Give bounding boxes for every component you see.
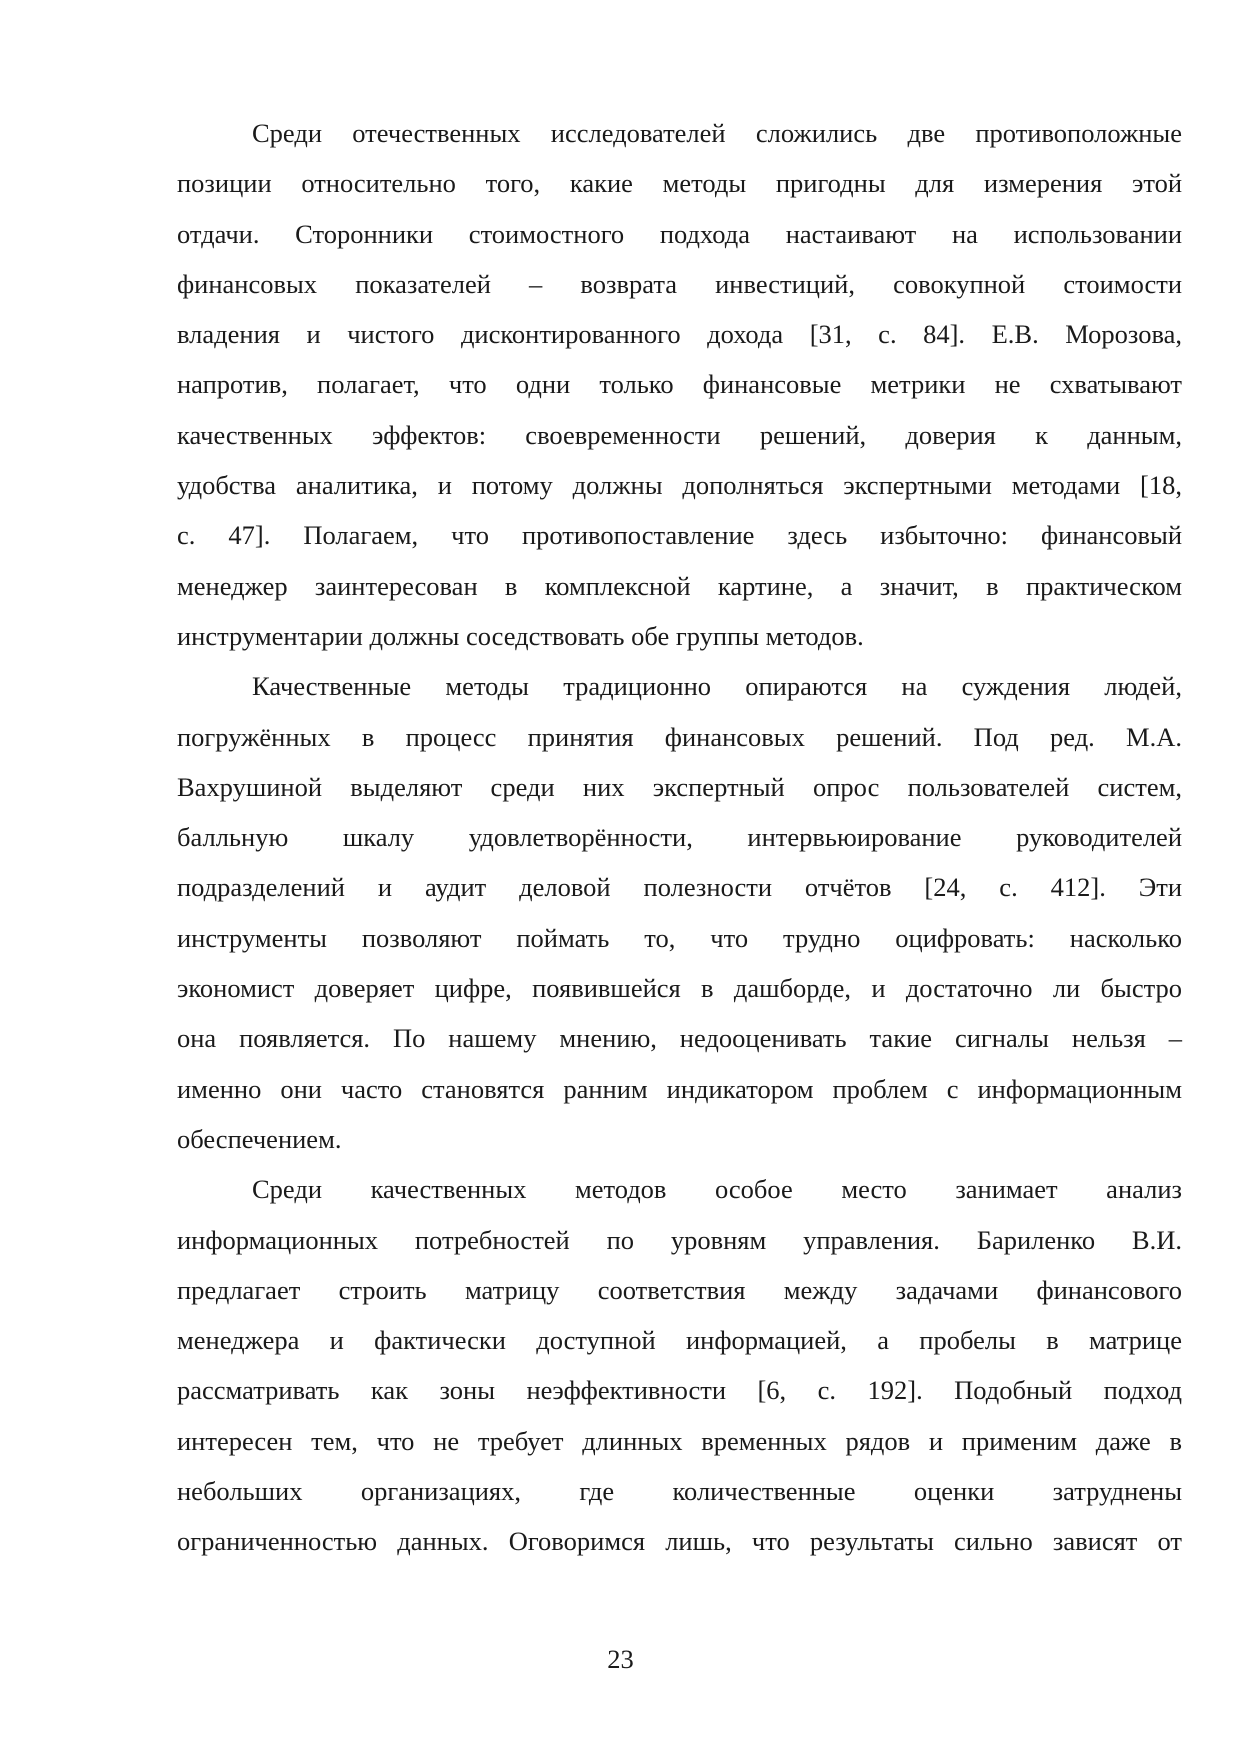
text-line: качественных эффектов: своевременности решений, доверия к данным,	[177, 419, 1182, 450]
page-number: 23	[607, 1644, 634, 1674]
text-line: отдачи. Сторонники стоимостного подхода настаивают на использовании	[177, 218, 1182, 249]
text-line: экономист доверяет цифре, появившейся в дашборде, и достаточно ли быстро	[177, 973, 1182, 1004]
text-line: Среди качественных методов особое место занимает анализ	[252, 1174, 1182, 1205]
text-line: предлагает строить матрицу соответствия между задачами финансового	[177, 1274, 1182, 1305]
text-line: рассматривать как зоны неэффективности [6, с. 192]. Подобный подход	[177, 1375, 1182, 1406]
text-line: информационных потребностей по уровням управления. Бариленко В.И.	[177, 1224, 1182, 1255]
text-line: Вахрушиной выделяют среди них экспертный опрос пользователей систем,	[177, 771, 1182, 802]
text-line: позиции относительно того, какие методы пригодны для измерения этой	[177, 168, 1182, 199]
text-line: Качественные методы традиционно опираются на суждения людей,	[252, 671, 1182, 702]
text-line: небольших организациях, где количественные оценки затруднены	[177, 1476, 1182, 1507]
paragraph-3	[177, 1164, 1182, 1566]
text-line: подразделений и аудит деловой полезности отчётов [24, с. 412]. Эти	[177, 872, 1182, 903]
text-line: финансовых показателей – возврата инвестиций, совокупной стоимости	[177, 268, 1182, 299]
text-line: удобства аналитика, и потому должны дополняться экспертными методами [18,	[177, 470, 1182, 501]
text-line: она появляется. По нашему мнению, недооценивать такие сигналы нельзя –	[177, 1023, 1182, 1054]
text-line: ограниченностью данных. Оговоримся лишь, что результаты сильно зависят от	[177, 1526, 1182, 1557]
text-line: погружённых в процесс принятия финансовых решений. Под ред. М.А.	[177, 721, 1182, 752]
text-line: напротив, полагает, что одни только финансовые метрики не схватывают	[177, 369, 1182, 400]
text-line: именно они часто становятся ранним индикатором проблем с информационным	[177, 1073, 1182, 1104]
text-line: владения и чистого дисконтированного дохода [31, с. 84]. Е.В. Морозова,	[177, 319, 1182, 350]
paragraph-2	[177, 661, 1182, 1164]
body-text	[177, 108, 1182, 1567]
text-line: балльную шкалу удовлетворённости, интервьюирование руководителей	[177, 822, 1182, 853]
paragraph-1	[177, 108, 1182, 661]
text-line: обеспечением.	[177, 1123, 342, 1154]
text-line: интересен тем, что не требует длинных временных рядов и применим даже в	[177, 1425, 1182, 1456]
text-line: менеджер заинтересован в комплексной картине, а значит, в практическом	[177, 570, 1182, 601]
text-line: менеджера и фактически доступной информацией, а пробелы в матрице	[177, 1325, 1182, 1356]
text-line: инструментарии должны соседствовать обе группы методов.	[177, 620, 864, 651]
text-line: Среди отечественных исследователей сложились две противоположные	[252, 118, 1182, 148]
text-line: инструменты позволяют поймать то, что трудно оцифровать: насколько	[177, 922, 1182, 953]
text-line: с. 47]. Полагаем, что противопоставление здесь избыточно: финансовый	[177, 520, 1182, 551]
